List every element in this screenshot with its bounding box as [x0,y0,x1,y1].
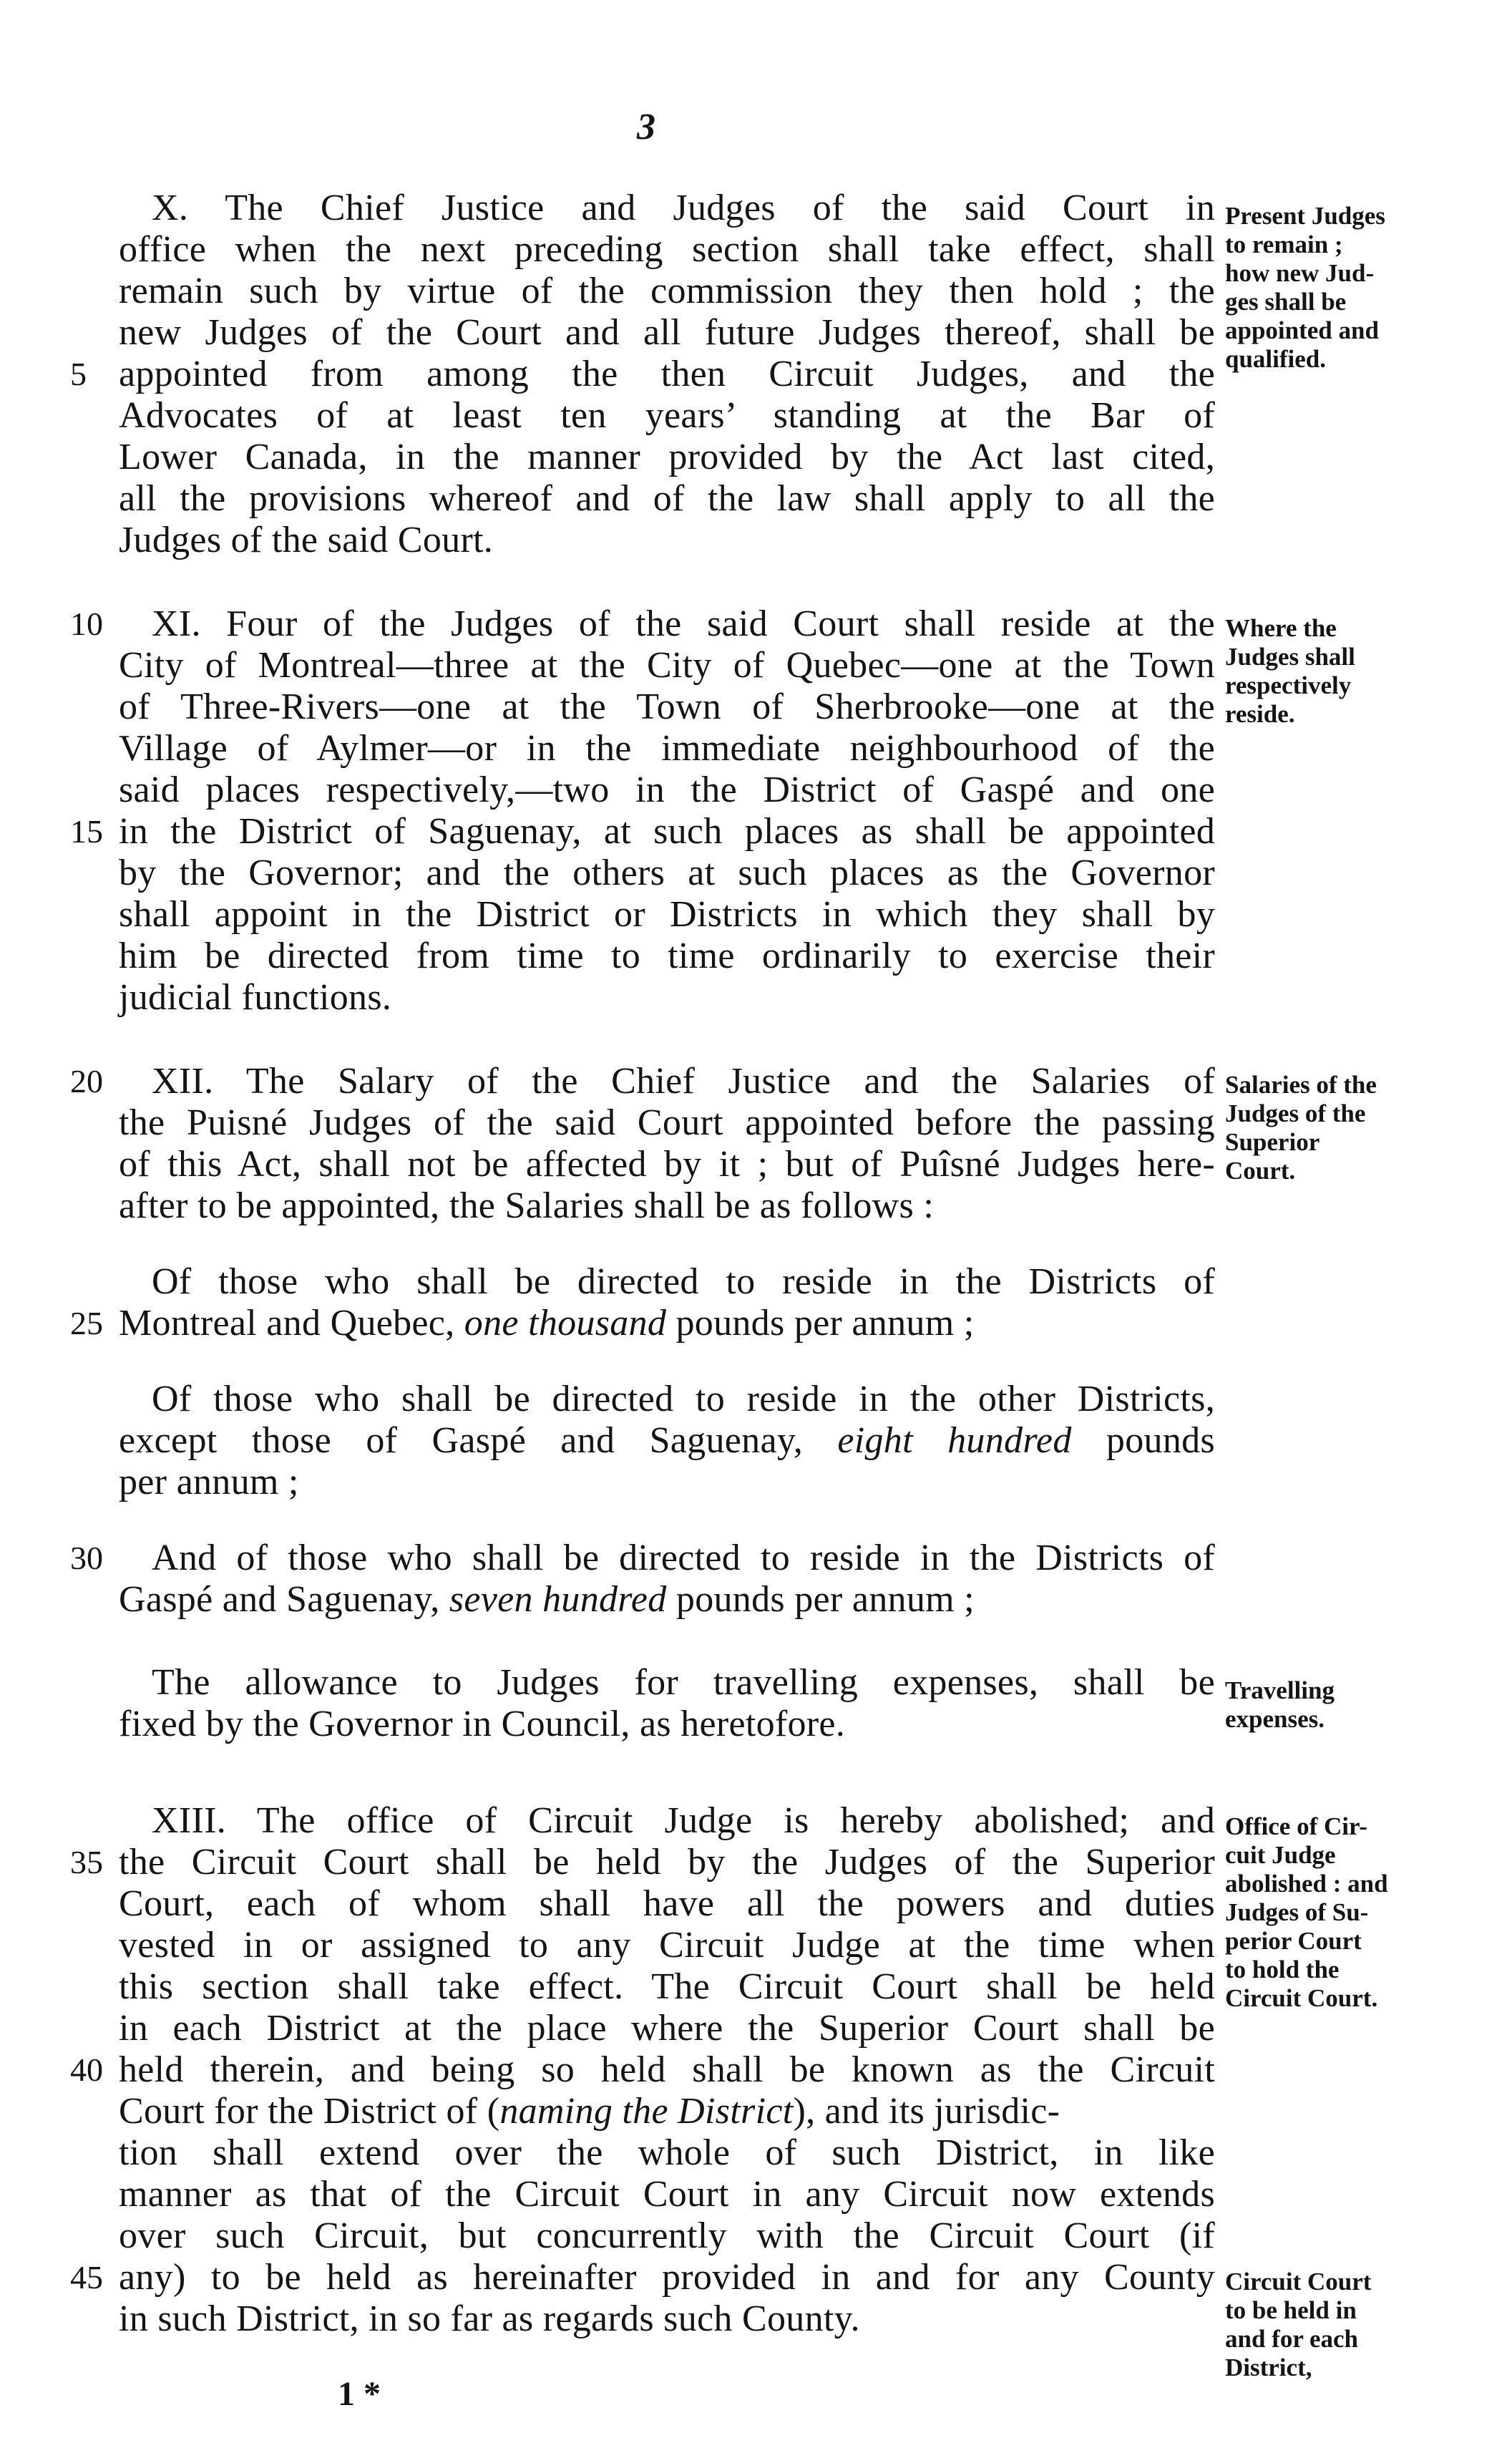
line-number: 15 [70,813,103,850]
text-line: appointed from among the then Circuit Judges, and the [119,354,1215,394]
text-line: vested in or assigned to any Circuit Judge at the time when [119,1925,1215,1966]
text-line: Judges of the said Court. [119,520,494,560]
text-line: the Circuit Court shall be held by the Judges of the Superior [119,1842,1215,1883]
text-line: XI. Four of the Judges of the said Court shall reside at the [152,603,1215,644]
margin-note: how new Jud- [1225,259,1375,287]
margin-note: District, [1225,2354,1312,2381]
line-number: 25 [70,1305,103,1341]
line-number: 40 [70,2051,103,2088]
page-number: 3 [637,107,655,147]
text-line: said places respectively,—two in the District of Gaspé and one [119,769,1215,810]
text-line: this section shall take effect. The Circuit Court shall be held [119,1966,1215,2007]
text-line: Of those who shall be directed to reside in the Districts of [152,1261,1215,1302]
text-line: fixed by the Governor in Council, as heretofore. [119,1704,846,1744]
margin-note: and for each [1225,2325,1359,2353]
margin-note: Where the [1225,614,1337,642]
margin-note: to hold the [1225,1956,1340,1983]
text-line: XII. The Salary of the Chief Justice and the Salaries of [152,1061,1215,1102]
line-number: 20 [70,1063,103,1099]
text-line: shall appoint in the District or Districts in which they shall by [119,894,1215,935]
text-line: him be directed from time to time ordinarily to exercise their [119,936,1215,976]
text-line: And of those who shall be directed to reside in the Districts of [152,1538,1215,1578]
italic-amount: seven hundred [449,1579,667,1620]
margin-note: ges shall be [1225,288,1347,316]
margin-note: Court. [1225,1157,1296,1185]
text-line: after to be appointed, the Salaries shall be as follows : [119,1185,935,1226]
text-line: judicial functions. [119,977,392,1018]
text-line: over such Circuit, but concurrently with the Circuit Court (if [119,2215,1215,2256]
text-line: XIII. The office of Circuit Judge is hereby abolished; and [152,1800,1215,1841]
margin-note: to remain ; [1225,230,1343,258]
margin-note: expenses. [1225,1705,1325,1733]
margin-note: Office of Cir- [1225,1812,1367,1840]
text-line: Montreal and Quebec, one thousand pounds per annum ; [119,1303,975,1344]
line-number: 5 [70,356,87,392]
line-number: 45 [70,2259,103,2296]
text-line: tion shall extend over the whole of such District, in like [119,2132,1215,2173]
margin-note: Present Judges [1225,202,1385,230]
text-line: all the provisions whereof and of the law shall apply to all the [119,478,1215,519]
italic-placeholder: naming the District [499,2091,794,2132]
italic-amount: one thousand [464,1303,667,1344]
text-line: except those of Gaspé and Saguenay, eight hundred pounds [119,1420,1215,1461]
text-line: Gaspé and Saguenay, seven hundred pounds per annum ; [119,1579,975,1620]
text-line: held therein, and being so held shall be known as the Circuit [119,2049,1215,2090]
text-line: new Judges of the Court and all future Judges thereof, shall be [119,312,1215,353]
margin-note: reside. [1225,700,1295,728]
text-line: Of those who shall be directed to reside in the other Districts, [152,1379,1215,1419]
margin-note: Superior [1225,1128,1320,1156]
margin-note: respectively [1225,671,1352,699]
text-line: by the Governor; and the others at such places as the Governor [119,853,1215,893]
margin-note: cuit Judge [1225,1841,1336,1869]
margin-note: Circuit Court. [1225,1984,1378,2012]
margin-note: Circuit Court [1225,2268,1372,2296]
margin-note: perior Court [1225,1927,1362,1955]
signature-mark: 1 * [338,2375,381,2413]
text-line: Advocates of at least ten years’ standing at the Bar of [119,395,1215,436]
italic-amount: eight hundred [837,1420,1072,1461]
margin-note: appointed and [1225,316,1379,344]
text-line: manner as that of the Circuit Court in any Circuit now extends [119,2174,1215,2215]
text-line: in the District of Saguenay, at such places as shall be appointed [119,811,1215,852]
margin-note: Judges of Su- [1225,1898,1369,1926]
text-line: remain such by virtue of the commission they then hold ; the [119,271,1215,311]
text-line: in such District, in so far as regards such County. [119,2298,860,2339]
text-line: of this Act, shall not be affected by it ; but of Puîsné Judges here- [119,1144,1215,1185]
margin-note: abolished : and [1225,1870,1388,1898]
text-line: Lower Canada, in the manner provided by the Act last cited, [119,437,1215,477]
text-line: City of Montreal—three at the City of Quebec—one at the Town [119,645,1215,686]
margin-note: Salaries of the [1225,1071,1377,1099]
line-number: 30 [70,1540,103,1576]
margin-note: qualified. [1225,345,1327,373]
margin-note: Travelling [1225,1676,1335,1704]
text-line: Village of Aylmer—or in the immediate neighbourhood of the [119,728,1215,769]
text-line: per annum ; [119,1462,299,1502]
line-number: 10 [70,606,103,642]
margin-note: Judges shall [1225,643,1355,671]
text-line: office when the next preceding section shall take effect, shall [119,229,1215,270]
text-line: Court for the District of (naming the District), and its jurisdic- [119,2091,1060,2132]
text-line: Court, each of whom shall have all the powers and duties [119,1883,1215,1924]
text-line: any) to be held as hereinafter provided in and for any County [119,2257,1215,2298]
line-number: 35 [70,1844,103,1880]
margin-note: to be held in [1225,2296,1357,2324]
text-line: of Three-Rivers—one at the Town of Sherbrooke—one at the [119,686,1215,727]
text-line: the Puisné Judges of the said Court appointed before the passing [119,1102,1215,1143]
margin-note: Judges of the [1225,1099,1366,1127]
text-line: The allowance to Judges for travelling expenses, shall be [152,1662,1215,1703]
text-line: in each District at the place where the Superior Court shall be [119,2008,1215,2049]
text-line: X. The Chief Justice and Judges of the said Court in [152,188,1215,228]
